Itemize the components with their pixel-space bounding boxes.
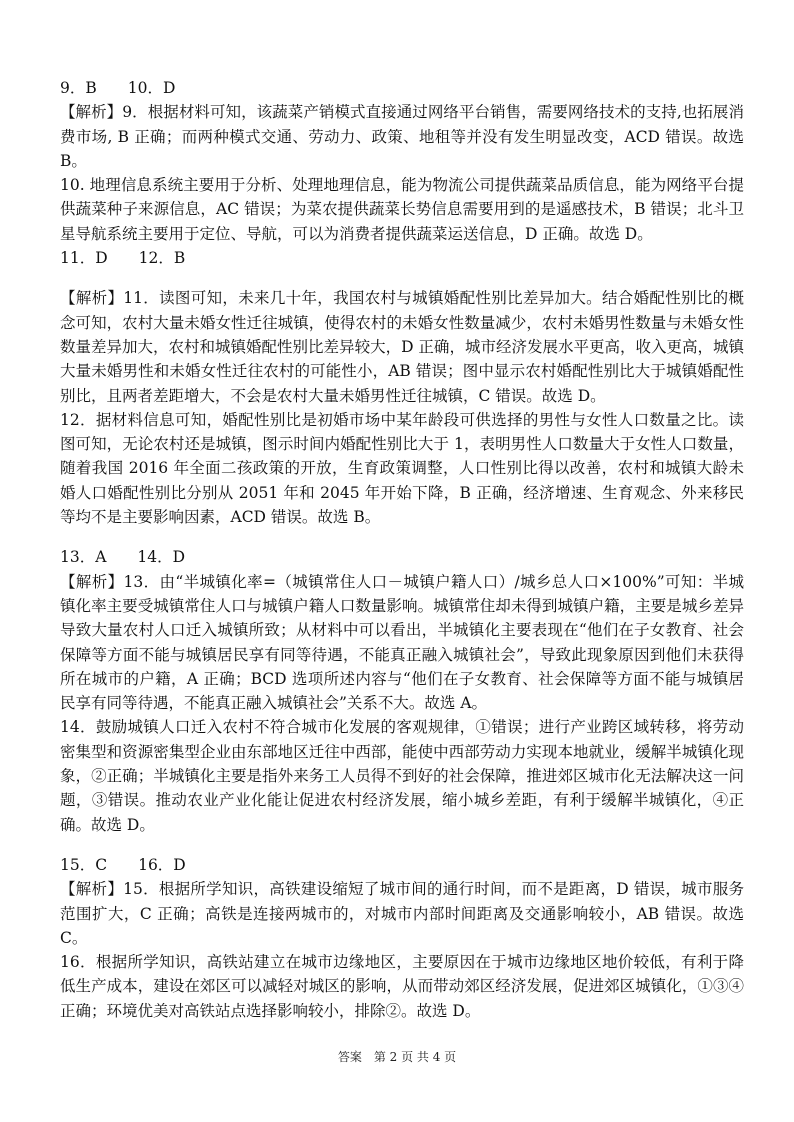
explanation-paragraph: 【解析】9．根据材料可知，该蔬菜产销模式直接通过网络平台销售，需要网络技术的支持,也拓展消费市场, B 正确；而两种模式交通、劳动力、政策、地租等并没有发生明显改变，ACD 错误。故选 B。: [60, 103, 744, 170]
explanation-paragraph: 16．根据所学知识，高铁站建立在城市边缘地区，主要原因在于城市边缘地区地价较低，有利于降低生产成本，建设在郊区可以减轻对城区的影响，从而带动郊区经济发展，促进郊区城镇化，①③④正确；环境优美对高铁站点选择影响较小，排除②。故选 D。: [60, 953, 744, 1020]
answer-block-9-10: [60, 76, 744, 246]
answer-block-11-12: [60, 246, 744, 529]
explanation-paragraph: 12．据材料信息可知，婚配性别比是初婚市场中某年龄段可供选择的男性与女性人口数量之比。读图可知，无论农村还是城镇，图示时间内婚配性别比大于 1，表明男性人口数量大于女性人口数量，随着我国 2016 年全面二孩政策的开放，生育政策调整，人口性别比得以改善，农村和城镇大龄未婚人口婚配性别比分别从 2051 年和 2045 年开始下降，B 正确，经济增速、生育观念、外来移民等均不是主要影响因素，ACD 错误。故选 B。: [60, 410, 744, 527]
answer-block-13-14: [60, 545, 744, 837]
answer-line: 13．A 14．D: [60, 548, 186, 567]
explanation-paragraph: 【解析】11．读图可知，未来几十年，我国农村与城镇婚配性别比差异加大。结合婚配性别比的概念可知，农村大量未婚女性迁往城镇，使得农村的未婚女性数量减少，农村未婚男性数量与未婚女性数量差异加大，农村和城镇婚配性别比差异较大，D 正确，城市经济发展水平更高，收入更高，城镇大量未婚男性和未婚女性迁往农村的可能性小，AB 错误；图中显示农村婚配性别比大于城镇婚配性别比，且两者差距增大，不会是农村大量未婚男性迁往城镇，C 错误。故选 D。: [60, 289, 744, 405]
page-footer: 答案 第 2 页 共 4 页: [337, 1050, 457, 1064]
answer-line: 9．B 10．D: [60, 79, 176, 97]
answer-line: 11．D 12．B: [60, 249, 186, 268]
answer-line: 15．C 16．D: [60, 855, 186, 874]
explanation-paragraph: 【解析】15．根据所学知识，高铁建设缩短了城市间的通行时间，而不是距离，D 错误，城市服务范围扩大，C 正确；高铁是连接两城市的，对城市内部时间距离及交通影响较小，AB 错误。故选 C。: [60, 880, 744, 947]
explanation-paragraph: 【解析】13．由“半城镇化率=（城镇常住人口－城镇户籍人口）/城乡总人口×100%”可知：半城镇化率主要受城镇常住人口与城镇户籍人口数量影响。城镇常住却未得到城镇户籍，主要是城乡差异导致大量农村人口迁入城镇所致；从材料中可以看出，半城镇化主要表现在“他们在子女教育、社会保障等方面不能与城镇居民享有同等待遇，不能真正融入城镇社会”，导致此现象原因到他们未获得所在城市的户籍，A 正确；BCD 选项所述内容与“他们在子女教育、社会保障等方面不能与城镇居民享有同等待遇，不能真正融入城镇社会”关系不大。故选 A。: [60, 572, 744, 713]
answer-sheet-body: [60, 76, 744, 1023]
explanation-paragraph: 10. 地理信息系统主要用于分析、处理地理信息，能为物流公司提供蔬菜品质信息，能为网络平台提供蔬菜种子来源信息，AC 错误；为菜农提供蔬菜长势信息需要用到的是遥感技术，B 错误；北斗卫星导航系统主要用于定位、导航，可以为消费者提供蔬菜运送信息，D 正确。故选 D。: [60, 176, 744, 243]
explanation-paragraph: 14．鼓励城镇人口迁入农村不符合城市化发展的客观规律，①错误；进行产业跨区域转移，将劳动密集型和资源密集型企业由东部地区迁往中西部，能使中西部劳动力实现本地就业，缓解半城镇化现象，②正确；半城镇化主要是指外来务工人员得不到好的社会保障，推进郊区城市化无法解决这一问题，③错误。推动农业产业化能让促进农村经济发展，缩小城乡差距，有利于缓解半城镇化，④正确。故选 D。: [60, 718, 744, 834]
answer-block-15-16: [60, 853, 744, 1023]
